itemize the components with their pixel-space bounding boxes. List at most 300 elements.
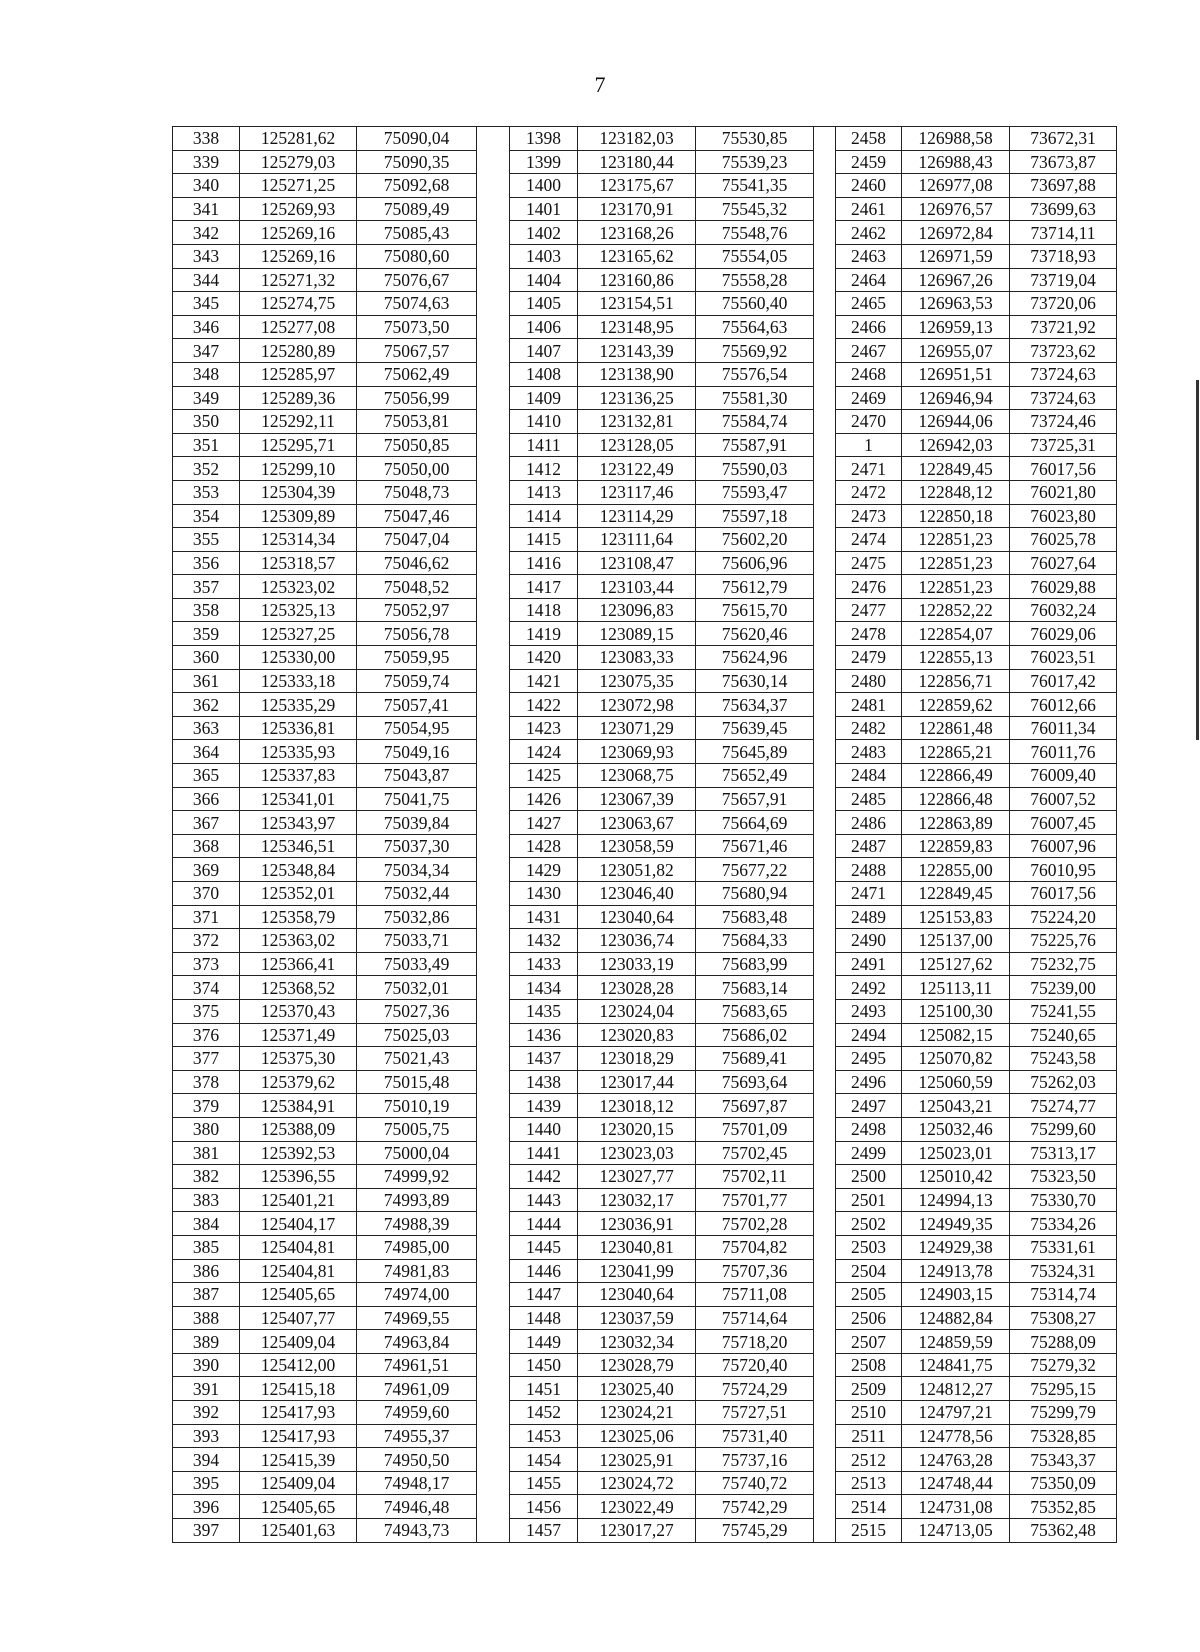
table-row — [173, 905, 1117, 929]
x-coordinate-cell-group-2: 123025,06 — [578, 1424, 696, 1448]
column-gap — [814, 457, 836, 481]
column-gap — [814, 197, 836, 221]
y-coordinate-cell-group-2: 75581,30 — [696, 386, 814, 410]
x-coordinate-cell-group-2: 123032,34 — [578, 1330, 696, 1354]
x-coordinate-cell-group-1: 125336,81 — [240, 716, 357, 740]
column-gap — [814, 1259, 836, 1283]
table-row — [173, 551, 1117, 575]
x-coordinate-cell-group-1: 125409,04 — [240, 1471, 357, 1495]
x-coordinate-cell-group-1: 125358,79 — [240, 905, 357, 929]
x-coordinate-cell-group-1: 125323,02 — [240, 575, 357, 599]
point-number-cell-group-2: 1441 — [510, 1141, 578, 1165]
y-coordinate-cell-group-1: 74943,73 — [357, 1519, 477, 1543]
x-coordinate-cell-group-2: 123182,03 — [578, 127, 696, 151]
column-gap — [477, 1259, 510, 1283]
x-coordinate-cell-group-3: 125082,15 — [902, 1023, 1010, 1047]
point-number-cell-group-3: 2505 — [836, 1283, 902, 1307]
x-coordinate-cell-group-1: 125333,18 — [240, 669, 357, 693]
y-coordinate-cell-group-3: 73720,06 — [1010, 292, 1117, 316]
point-number-cell-group-3: 2503 — [836, 1235, 902, 1259]
column-gap — [477, 457, 510, 481]
column-gap — [477, 999, 510, 1023]
y-coordinate-cell-group-2: 75602,20 — [696, 528, 814, 552]
point-number-cell-group-1: 367 — [173, 811, 240, 835]
y-coordinate-cell-group-3: 73673,87 — [1010, 150, 1117, 174]
y-coordinate-cell-group-1: 75034,34 — [357, 858, 477, 882]
point-number-cell-group-2: 1429 — [510, 858, 578, 882]
table-row — [173, 1070, 1117, 1094]
column-gap — [814, 1235, 836, 1259]
y-coordinate-cell-group-1: 74959,60 — [357, 1401, 477, 1425]
point-number-cell-group-2: 1416 — [510, 551, 578, 575]
column-gap — [814, 646, 836, 670]
x-coordinate-cell-group-3: 122859,62 — [902, 693, 1010, 717]
point-number-cell-group-1: 341 — [173, 197, 240, 221]
y-coordinate-cell-group-3: 73718,93 — [1010, 244, 1117, 268]
point-number-cell-group-1: 365 — [173, 764, 240, 788]
y-coordinate-cell-group-2: 75745,29 — [696, 1519, 814, 1543]
x-coordinate-cell-group-2: 123168,26 — [578, 221, 696, 245]
y-coordinate-cell-group-3: 73725,31 — [1010, 433, 1117, 457]
column-gap — [814, 1471, 836, 1495]
x-coordinate-cell-group-1: 125335,29 — [240, 693, 357, 717]
y-coordinate-cell-group-3: 75224,20 — [1010, 905, 1117, 929]
column-gap — [477, 669, 510, 693]
x-coordinate-cell-group-1: 125325,13 — [240, 598, 357, 622]
x-coordinate-cell-group-3: 122848,12 — [902, 480, 1010, 504]
x-coordinate-cell-group-3: 122849,45 — [902, 882, 1010, 906]
x-coordinate-cell-group-3: 125023,01 — [902, 1141, 1010, 1165]
x-coordinate-cell-group-2: 123114,29 — [578, 504, 696, 528]
x-coordinate-cell-group-2: 123067,39 — [578, 787, 696, 811]
x-coordinate-cell-group-1: 125375,30 — [240, 1047, 357, 1071]
table-row — [173, 1165, 1117, 1189]
point-number-cell-group-1: 371 — [173, 905, 240, 929]
point-number-cell-group-2: 1408 — [510, 362, 578, 386]
point-number-cell-group-2: 1422 — [510, 693, 578, 717]
point-number-cell-group-3: 2464 — [836, 268, 902, 292]
point-number-cell-group-1: 376 — [173, 1023, 240, 1047]
point-number-cell-group-3: 2482 — [836, 716, 902, 740]
column-gap — [477, 764, 510, 788]
column-gap — [477, 127, 510, 151]
point-number-cell-group-1: 380 — [173, 1117, 240, 1141]
table-row — [173, 1094, 1117, 1118]
x-coordinate-cell-group-2: 123020,15 — [578, 1117, 696, 1141]
y-coordinate-cell-group-1: 75074,63 — [357, 292, 477, 316]
y-coordinate-cell-group-1: 74999,92 — [357, 1165, 477, 1189]
point-number-cell-group-3: 2471 — [836, 457, 902, 481]
y-coordinate-cell-group-3: 73697,88 — [1010, 174, 1117, 198]
column-gap — [477, 929, 510, 953]
table-row — [173, 315, 1117, 339]
point-number-cell-group-3: 1 — [836, 433, 902, 457]
table-row — [173, 1519, 1117, 1543]
y-coordinate-cell-group-2: 75541,35 — [696, 174, 814, 198]
x-coordinate-cell-group-2: 123037,59 — [578, 1306, 696, 1330]
point-number-cell-group-2: 1451 — [510, 1377, 578, 1401]
y-coordinate-cell-group-2: 75737,16 — [696, 1448, 814, 1472]
point-number-cell-group-2: 1447 — [510, 1283, 578, 1307]
x-coordinate-cell-group-3: 122850,18 — [902, 504, 1010, 528]
table-row — [173, 1023, 1117, 1047]
x-coordinate-cell-group-3: 122861,48 — [902, 716, 1010, 740]
x-coordinate-cell-group-1: 125341,01 — [240, 787, 357, 811]
table-row — [173, 1117, 1117, 1141]
column-gap — [477, 1401, 510, 1425]
point-number-cell-group-3: 2484 — [836, 764, 902, 788]
table-row — [173, 433, 1117, 457]
column-gap — [814, 1070, 836, 1094]
point-number-cell-group-2: 1415 — [510, 528, 578, 552]
x-coordinate-cell-group-1: 125281,62 — [240, 127, 357, 151]
y-coordinate-cell-group-1: 74974,00 — [357, 1283, 477, 1307]
point-number-cell-group-1: 373 — [173, 952, 240, 976]
y-coordinate-cell-group-2: 75693,64 — [696, 1070, 814, 1094]
point-number-cell-group-1: 363 — [173, 716, 240, 740]
x-coordinate-cell-group-3: 125137,00 — [902, 929, 1010, 953]
y-coordinate-cell-group-1: 75010,19 — [357, 1094, 477, 1118]
x-coordinate-cell-group-2: 123154,51 — [578, 292, 696, 316]
y-coordinate-cell-group-2: 75645,89 — [696, 740, 814, 764]
table-row — [173, 740, 1117, 764]
y-coordinate-cell-group-1: 75047,46 — [357, 504, 477, 528]
x-coordinate-cell-group-3: 122851,23 — [902, 551, 1010, 575]
table-row — [173, 1212, 1117, 1236]
point-number-cell-group-2: 1439 — [510, 1094, 578, 1118]
x-coordinate-cell-group-3: 125060,59 — [902, 1070, 1010, 1094]
x-coordinate-cell-group-2: 123036,74 — [578, 929, 696, 953]
coordinates-table — [172, 126, 1117, 1543]
point-number-cell-group-3: 2486 — [836, 811, 902, 835]
point-number-cell-group-1: 374 — [173, 976, 240, 1000]
y-coordinate-cell-group-2: 75530,85 — [696, 127, 814, 151]
y-coordinate-cell-group-1: 75049,16 — [357, 740, 477, 764]
y-coordinate-cell-group-1: 75025,03 — [357, 1023, 477, 1047]
x-coordinate-cell-group-2: 123108,47 — [578, 551, 696, 575]
y-coordinate-cell-group-2: 75701,09 — [696, 1117, 814, 1141]
table-row — [173, 362, 1117, 386]
point-number-cell-group-3: 2499 — [836, 1141, 902, 1165]
x-coordinate-cell-group-3: 125070,82 — [902, 1047, 1010, 1071]
y-coordinate-cell-group-3: 75334,26 — [1010, 1212, 1117, 1236]
x-coordinate-cell-group-2: 123111,64 — [578, 528, 696, 552]
x-coordinate-cell-group-2: 123117,46 — [578, 480, 696, 504]
y-coordinate-cell-group-3: 73699,63 — [1010, 197, 1117, 221]
x-coordinate-cell-group-2: 123028,79 — [578, 1353, 696, 1377]
y-coordinate-cell-group-2: 75740,72 — [696, 1471, 814, 1495]
margin-mark — [1196, 380, 1199, 740]
column-gap — [477, 480, 510, 504]
y-coordinate-cell-group-2: 75630,14 — [696, 669, 814, 693]
x-coordinate-cell-group-3: 124882,84 — [902, 1306, 1010, 1330]
column-gap — [814, 740, 836, 764]
x-coordinate-cell-group-3: 126967,26 — [902, 268, 1010, 292]
y-coordinate-cell-group-3: 75279,32 — [1010, 1353, 1117, 1377]
point-number-cell-group-2: 1448 — [510, 1306, 578, 1330]
point-number-cell-group-1: 345 — [173, 292, 240, 316]
y-coordinate-cell-group-3: 75299,79 — [1010, 1401, 1117, 1425]
point-number-cell-group-1: 395 — [173, 1471, 240, 1495]
x-coordinate-cell-group-2: 123051,82 — [578, 858, 696, 882]
x-coordinate-cell-group-1: 125269,93 — [240, 197, 357, 221]
column-gap — [477, 528, 510, 552]
point-number-cell-group-1: 368 — [173, 834, 240, 858]
y-coordinate-cell-group-2: 75701,77 — [696, 1188, 814, 1212]
column-gap — [814, 1353, 836, 1377]
x-coordinate-cell-group-1: 125304,39 — [240, 480, 357, 504]
y-coordinate-cell-group-1: 75047,04 — [357, 528, 477, 552]
x-coordinate-cell-group-2: 123128,05 — [578, 433, 696, 457]
y-coordinate-cell-group-3: 75239,00 — [1010, 976, 1117, 1000]
point-number-cell-group-1: 352 — [173, 457, 240, 481]
point-number-cell-group-3: 2471 — [836, 882, 902, 906]
point-number-cell-group-3: 2472 — [836, 480, 902, 504]
point-number-cell-group-1: 364 — [173, 740, 240, 764]
point-number-cell-group-2: 1409 — [510, 386, 578, 410]
y-coordinate-cell-group-3: 76012,66 — [1010, 693, 1117, 717]
x-coordinate-cell-group-1: 125405,65 — [240, 1283, 357, 1307]
x-coordinate-cell-group-3: 126972,84 — [902, 221, 1010, 245]
point-number-cell-group-1: 397 — [173, 1519, 240, 1543]
table-row — [173, 457, 1117, 481]
y-coordinate-cell-group-3: 76017,56 — [1010, 457, 1117, 481]
x-coordinate-cell-group-3: 124812,27 — [902, 1377, 1010, 1401]
y-coordinate-cell-group-3: 75330,70 — [1010, 1188, 1117, 1212]
point-number-cell-group-2: 1432 — [510, 929, 578, 953]
y-coordinate-cell-group-2: 75548,76 — [696, 221, 814, 245]
x-coordinate-cell-group-2: 123069,93 — [578, 740, 696, 764]
point-number-cell-group-1: 387 — [173, 1283, 240, 1307]
point-number-cell-group-2: 1400 — [510, 174, 578, 198]
point-number-cell-group-3: 2473 — [836, 504, 902, 528]
x-coordinate-cell-group-1: 125318,57 — [240, 551, 357, 575]
column-gap — [814, 1188, 836, 1212]
point-number-cell-group-1: 382 — [173, 1165, 240, 1189]
column-gap — [814, 764, 836, 788]
table-row — [173, 292, 1117, 316]
column-gap — [477, 150, 510, 174]
column-gap — [814, 1519, 836, 1543]
column-gap — [814, 716, 836, 740]
x-coordinate-cell-group-2: 123023,03 — [578, 1141, 696, 1165]
x-coordinate-cell-group-3: 125010,42 — [902, 1165, 1010, 1189]
x-coordinate-cell-group-3: 126955,07 — [902, 339, 1010, 363]
column-gap — [814, 669, 836, 693]
table-row — [173, 1424, 1117, 1448]
y-coordinate-cell-group-1: 75050,85 — [357, 433, 477, 457]
table-row — [173, 1235, 1117, 1259]
y-coordinate-cell-group-1: 75048,73 — [357, 480, 477, 504]
y-coordinate-cell-group-2: 75671,46 — [696, 834, 814, 858]
x-coordinate-cell-group-3: 124903,15 — [902, 1283, 1010, 1307]
point-number-cell-group-3: 2467 — [836, 339, 902, 363]
point-number-cell-group-1: 393 — [173, 1424, 240, 1448]
point-number-cell-group-1: 370 — [173, 882, 240, 906]
y-coordinate-cell-group-3: 75240,65 — [1010, 1023, 1117, 1047]
point-number-cell-group-3: 2513 — [836, 1471, 902, 1495]
y-coordinate-cell-group-2: 75590,03 — [696, 457, 814, 481]
y-coordinate-cell-group-3: 75324,31 — [1010, 1259, 1117, 1283]
table-row — [173, 1495, 1117, 1519]
column-gap — [477, 1117, 510, 1141]
y-coordinate-cell-group-3: 76011,34 — [1010, 716, 1117, 740]
point-number-cell-group-3: 2508 — [836, 1353, 902, 1377]
point-number-cell-group-2: 1433 — [510, 952, 578, 976]
column-gap — [814, 858, 836, 882]
table-row — [173, 268, 1117, 292]
y-coordinate-cell-group-2: 75545,32 — [696, 197, 814, 221]
y-coordinate-cell-group-1: 74955,37 — [357, 1424, 477, 1448]
column-gap — [477, 1377, 510, 1401]
point-number-cell-group-1: 360 — [173, 646, 240, 670]
column-gap — [477, 504, 510, 528]
point-number-cell-group-1: 353 — [173, 480, 240, 504]
x-coordinate-cell-group-2: 123046,40 — [578, 882, 696, 906]
point-number-cell-group-2: 1428 — [510, 834, 578, 858]
x-coordinate-cell-group-1: 125348,84 — [240, 858, 357, 882]
column-gap — [814, 244, 836, 268]
x-coordinate-cell-group-3: 124949,35 — [902, 1212, 1010, 1236]
x-coordinate-cell-group-3: 126971,59 — [902, 244, 1010, 268]
x-coordinate-cell-group-1: 125405,65 — [240, 1495, 357, 1519]
point-number-cell-group-1: 339 — [173, 150, 240, 174]
y-coordinate-cell-group-2: 75683,65 — [696, 999, 814, 1023]
point-number-cell-group-3: 2481 — [836, 693, 902, 717]
x-coordinate-cell-group-3: 126959,13 — [902, 315, 1010, 339]
point-number-cell-group-3: 2460 — [836, 174, 902, 198]
y-coordinate-cell-group-3: 76029,06 — [1010, 622, 1117, 646]
table-row — [173, 811, 1117, 835]
x-coordinate-cell-group-3: 124778,56 — [902, 1424, 1010, 1448]
y-coordinate-cell-group-3: 75352,85 — [1010, 1495, 1117, 1519]
x-coordinate-cell-group-1: 125279,03 — [240, 150, 357, 174]
column-gap — [814, 1117, 836, 1141]
y-coordinate-cell-group-1: 75090,35 — [357, 150, 477, 174]
x-coordinate-cell-group-1: 125271,25 — [240, 174, 357, 198]
y-coordinate-cell-group-2: 75569,92 — [696, 339, 814, 363]
x-coordinate-cell-group-2: 123040,81 — [578, 1235, 696, 1259]
point-number-cell-group-3: 2493 — [836, 999, 902, 1023]
y-coordinate-cell-group-1: 75041,75 — [357, 787, 477, 811]
y-coordinate-cell-group-3: 75262,03 — [1010, 1070, 1117, 1094]
x-coordinate-cell-group-3: 122859,83 — [902, 834, 1010, 858]
point-number-cell-group-2: 1437 — [510, 1047, 578, 1071]
table-row — [173, 127, 1117, 151]
page-number: 7 — [594, 72, 606, 97]
y-coordinate-cell-group-1: 74961,51 — [357, 1353, 477, 1377]
point-number-cell-group-1: 356 — [173, 551, 240, 575]
y-coordinate-cell-group-1: 74946,48 — [357, 1495, 477, 1519]
point-number-cell-group-3: 2485 — [836, 787, 902, 811]
y-coordinate-cell-group-3: 75362,48 — [1010, 1519, 1117, 1543]
table-row — [173, 858, 1117, 882]
column-gap — [814, 1401, 836, 1425]
x-coordinate-cell-group-1: 125407,77 — [240, 1306, 357, 1330]
y-coordinate-cell-group-3: 76023,51 — [1010, 646, 1117, 670]
y-coordinate-cell-group-1: 75089,49 — [357, 197, 477, 221]
x-coordinate-cell-group-1: 125274,75 — [240, 292, 357, 316]
x-coordinate-cell-group-3: 124841,75 — [902, 1353, 1010, 1377]
y-coordinate-cell-group-2: 75677,22 — [696, 858, 814, 882]
y-coordinate-cell-group-1: 75037,30 — [357, 834, 477, 858]
column-gap — [477, 386, 510, 410]
y-coordinate-cell-group-1: 75032,44 — [357, 882, 477, 906]
point-number-cell-group-3: 2504 — [836, 1259, 902, 1283]
y-coordinate-cell-group-1: 74981,83 — [357, 1259, 477, 1283]
table-row — [173, 174, 1117, 198]
x-coordinate-cell-group-1: 125269,16 — [240, 244, 357, 268]
point-number-cell-group-1: 386 — [173, 1259, 240, 1283]
column-gap — [814, 905, 836, 929]
y-coordinate-cell-group-1: 75046,62 — [357, 551, 477, 575]
table-row — [173, 244, 1117, 268]
x-coordinate-cell-group-1: 125368,52 — [240, 976, 357, 1000]
x-coordinate-cell-group-3: 126988,43 — [902, 150, 1010, 174]
point-number-cell-group-1: 348 — [173, 362, 240, 386]
column-gap — [477, 1094, 510, 1118]
x-coordinate-cell-group-1: 125401,63 — [240, 1519, 357, 1543]
point-number-cell-group-3: 2489 — [836, 905, 902, 929]
y-coordinate-cell-group-1: 75054,95 — [357, 716, 477, 740]
y-coordinate-cell-group-2: 75742,29 — [696, 1495, 814, 1519]
y-coordinate-cell-group-3: 73724,63 — [1010, 362, 1117, 386]
point-number-cell-group-1: 389 — [173, 1330, 240, 1354]
point-number-cell-group-2: 1418 — [510, 598, 578, 622]
point-number-cell-group-1: 388 — [173, 1306, 240, 1330]
table-row — [173, 976, 1117, 1000]
column-gap — [814, 1424, 836, 1448]
x-coordinate-cell-group-3: 125100,30 — [902, 999, 1010, 1023]
y-coordinate-cell-group-1: 74948,17 — [357, 1471, 477, 1495]
column-gap — [814, 1094, 836, 1118]
point-number-cell-group-2: 1401 — [510, 197, 578, 221]
point-number-cell-group-2: 1452 — [510, 1401, 578, 1425]
point-number-cell-group-3: 2491 — [836, 952, 902, 976]
column-gap — [814, 551, 836, 575]
column-gap — [477, 693, 510, 717]
y-coordinate-cell-group-2: 75704,82 — [696, 1235, 814, 1259]
x-coordinate-cell-group-3: 124797,21 — [902, 1401, 1010, 1425]
point-number-cell-group-2: 1399 — [510, 150, 578, 174]
point-number-cell-group-2: 1410 — [510, 410, 578, 434]
x-coordinate-cell-group-3: 124994,13 — [902, 1188, 1010, 1212]
y-coordinate-cell-group-1: 75080,60 — [357, 244, 477, 268]
y-coordinate-cell-group-2: 75560,40 — [696, 292, 814, 316]
y-coordinate-cell-group-3: 76021,80 — [1010, 480, 1117, 504]
point-number-cell-group-3: 2466 — [836, 315, 902, 339]
point-number-cell-group-3: 2502 — [836, 1212, 902, 1236]
table-row — [173, 834, 1117, 858]
x-coordinate-cell-group-1: 125309,89 — [240, 504, 357, 528]
point-number-cell-group-3: 2511 — [836, 1424, 902, 1448]
point-number-cell-group-1: 366 — [173, 787, 240, 811]
x-coordinate-cell-group-3: 124731,08 — [902, 1495, 1010, 1519]
point-number-cell-group-2: 1425 — [510, 764, 578, 788]
point-number-cell-group-2: 1446 — [510, 1259, 578, 1283]
table-row — [173, 150, 1117, 174]
column-gap — [814, 315, 836, 339]
x-coordinate-cell-group-1: 125280,89 — [240, 339, 357, 363]
column-gap — [477, 882, 510, 906]
column-gap — [814, 1212, 836, 1236]
point-number-cell-group-3: 2469 — [836, 386, 902, 410]
y-coordinate-cell-group-3: 75314,74 — [1010, 1283, 1117, 1307]
column-gap — [477, 551, 510, 575]
y-coordinate-cell-group-3: 76023,80 — [1010, 504, 1117, 528]
point-number-cell-group-2: 1435 — [510, 999, 578, 1023]
point-number-cell-group-1: 391 — [173, 1377, 240, 1401]
